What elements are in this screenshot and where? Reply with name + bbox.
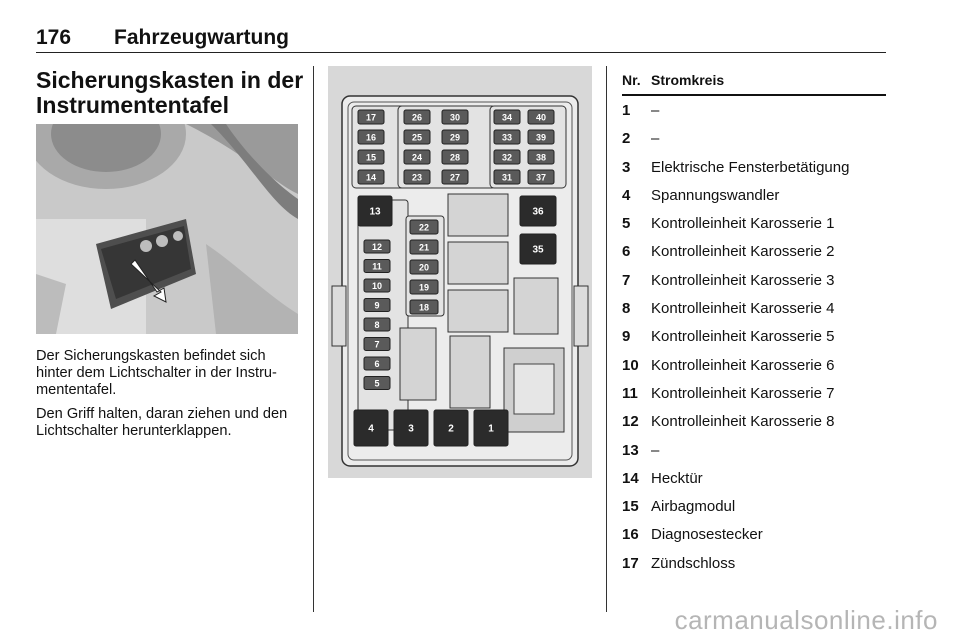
row-circuit: Spannungswandler [651, 186, 780, 204]
dashboard-photo-illustration [36, 124, 298, 334]
table-row [622, 124, 886, 152]
fuse-label: 5 [374, 378, 380, 389]
table-row [622, 379, 886, 407]
row-circuit: – [651, 441, 660, 459]
row-circuit: Diagnosestecker [651, 526, 763, 544]
row-number: 3 [622, 158, 631, 176]
row-number: 17 [622, 554, 639, 572]
fuse-label: 17 [365, 112, 377, 123]
row-circuit: Kontrolleinheit Karosserie 8 [651, 413, 835, 431]
table-row [622, 407, 886, 435]
row-number: 14 [622, 469, 639, 487]
row-number: 12 [622, 413, 639, 431]
row-number: 13 [622, 441, 639, 459]
fuse-label: 26 [411, 112, 423, 123]
fuse-label: 31 [501, 172, 513, 183]
fuse-label: 11 [372, 261, 382, 272]
fuse-label: 19 [418, 282, 430, 293]
fuse-label: 39 [535, 132, 547, 143]
table-row [622, 209, 886, 237]
row-circuit: Kontrolleinheit Karosserie 2 [651, 243, 835, 261]
table-row [622, 351, 886, 379]
fuse-label: 30 [449, 112, 461, 123]
table-row [622, 549, 886, 577]
fuse-label: 29 [449, 132, 461, 143]
fuse-label: 37 [535, 172, 547, 183]
fuse-label: 32 [501, 152, 513, 163]
row-number: 1 [622, 102, 631, 119]
row-circuit: Kontrolleinheit Karosserie 3 [651, 271, 835, 289]
table-row [622, 520, 886, 548]
table-row [622, 96, 886, 124]
row-number: 4 [622, 186, 631, 204]
fuse-label: 8 [374, 320, 380, 330]
fuse-label: 22 [418, 222, 430, 233]
fuse-label: 1 [488, 423, 494, 435]
column-divider-left [313, 66, 314, 612]
row-number: 6 [622, 243, 631, 261]
table-row [622, 153, 886, 181]
row-number: 10 [622, 356, 639, 374]
fuse-label: 33 [501, 132, 513, 143]
fuse-label: 14 [365, 172, 377, 183]
row-circuit: Kontrolleinheit Karosserie 6 [651, 356, 835, 374]
section-title: Sicherungskasten in der Instrumententafel [36, 67, 304, 118]
fuse-label: 34 [501, 112, 513, 123]
fuse-label: 16 [365, 132, 377, 143]
chapter-title: Fahrzeugwartung [114, 26, 290, 49]
row-circuit: Kontrolleinheit Karosserie 5 [651, 328, 835, 346]
table-row [622, 492, 886, 520]
table-row [622, 436, 886, 464]
row-number: 5 [622, 215, 631, 233]
fuse-label: 15 [365, 152, 377, 163]
page-header [36, 26, 886, 53]
row-number: 7 [622, 271, 631, 289]
description-paragraph-2: Den Griff halten, daran ziehen und den Lichtschalter herunterklappen. [36, 406, 288, 439]
fuse-label: 12 [371, 242, 383, 252]
table-row [622, 294, 886, 322]
row-circuit: Elektrische Fensterbetätigung [651, 158, 850, 176]
row-circuit: Hecktür [651, 469, 703, 487]
fuse-label: 38 [535, 152, 547, 163]
watermark: carmanualsonline.info [674, 605, 938, 635]
column-divider-right [606, 66, 607, 612]
table-row [622, 464, 886, 492]
fusebox-location-photo [36, 124, 298, 334]
row-number: 16 [622, 526, 639, 544]
row-circuit: Kontrolleinheit Karosserie 7 [651, 384, 835, 402]
fuse-label: 35 [532, 244, 544, 256]
fuse-table [622, 68, 886, 577]
fuse-label: 25 [411, 132, 423, 143]
page-number: 176 [36, 26, 72, 49]
fuse-label: 36 [532, 206, 544, 218]
row-circuit: Kontrolleinheit Karosserie 1 [651, 215, 835, 233]
fuse-label: 27 [449, 172, 461, 183]
fuse-table-header [622, 68, 886, 96]
fuse-label: 7 [374, 339, 380, 350]
table-row [622, 266, 886, 294]
table-row [622, 322, 886, 350]
header-nr: Nr. [622, 72, 641, 88]
row-number: 9 [622, 328, 631, 346]
fuse-label: 4 [368, 423, 374, 435]
fuse-label: 18 [418, 302, 430, 313]
fuse-label: 10 [371, 281, 383, 291]
fuse-label: 23 [411, 172, 423, 183]
row-circuit: – [651, 102, 660, 119]
fuse-label: 20 [418, 262, 430, 273]
row-number: 15 [622, 498, 639, 516]
fuse-label: 21 [418, 242, 430, 253]
table-row [622, 237, 886, 265]
row-circuit: Zündschloss [651, 554, 736, 572]
fuse-label: 6 [374, 359, 380, 369]
fuse-label: 40 [535, 112, 547, 123]
row-circuit: Kontrolleinheit Karosserie 4 [651, 300, 835, 318]
fusebox-diagram-svg [328, 66, 592, 478]
fuse-label: 3 [408, 423, 414, 435]
fuse-label: 24 [411, 152, 423, 163]
row-circuit: Airbagmodul [651, 498, 736, 516]
fusebox-diagram [328, 66, 592, 478]
fuse-label: 28 [449, 152, 461, 163]
description-paragraph-1: Der Sicherungskasten befindet sich hinter dem Lichtschalter in der Instrumententafel. [36, 348, 277, 398]
row-number: 2 [622, 130, 631, 148]
table-row [622, 181, 886, 209]
row-number: 8 [622, 300, 631, 318]
fuse-label: 2 [448, 423, 454, 435]
row-number: 11 [622, 384, 638, 402]
row-circuit: – [651, 130, 660, 148]
fuse-label: 9 [374, 300, 380, 311]
fuse-label: 13 [369, 206, 381, 218]
header-circuit: Stromkreis [651, 72, 725, 88]
